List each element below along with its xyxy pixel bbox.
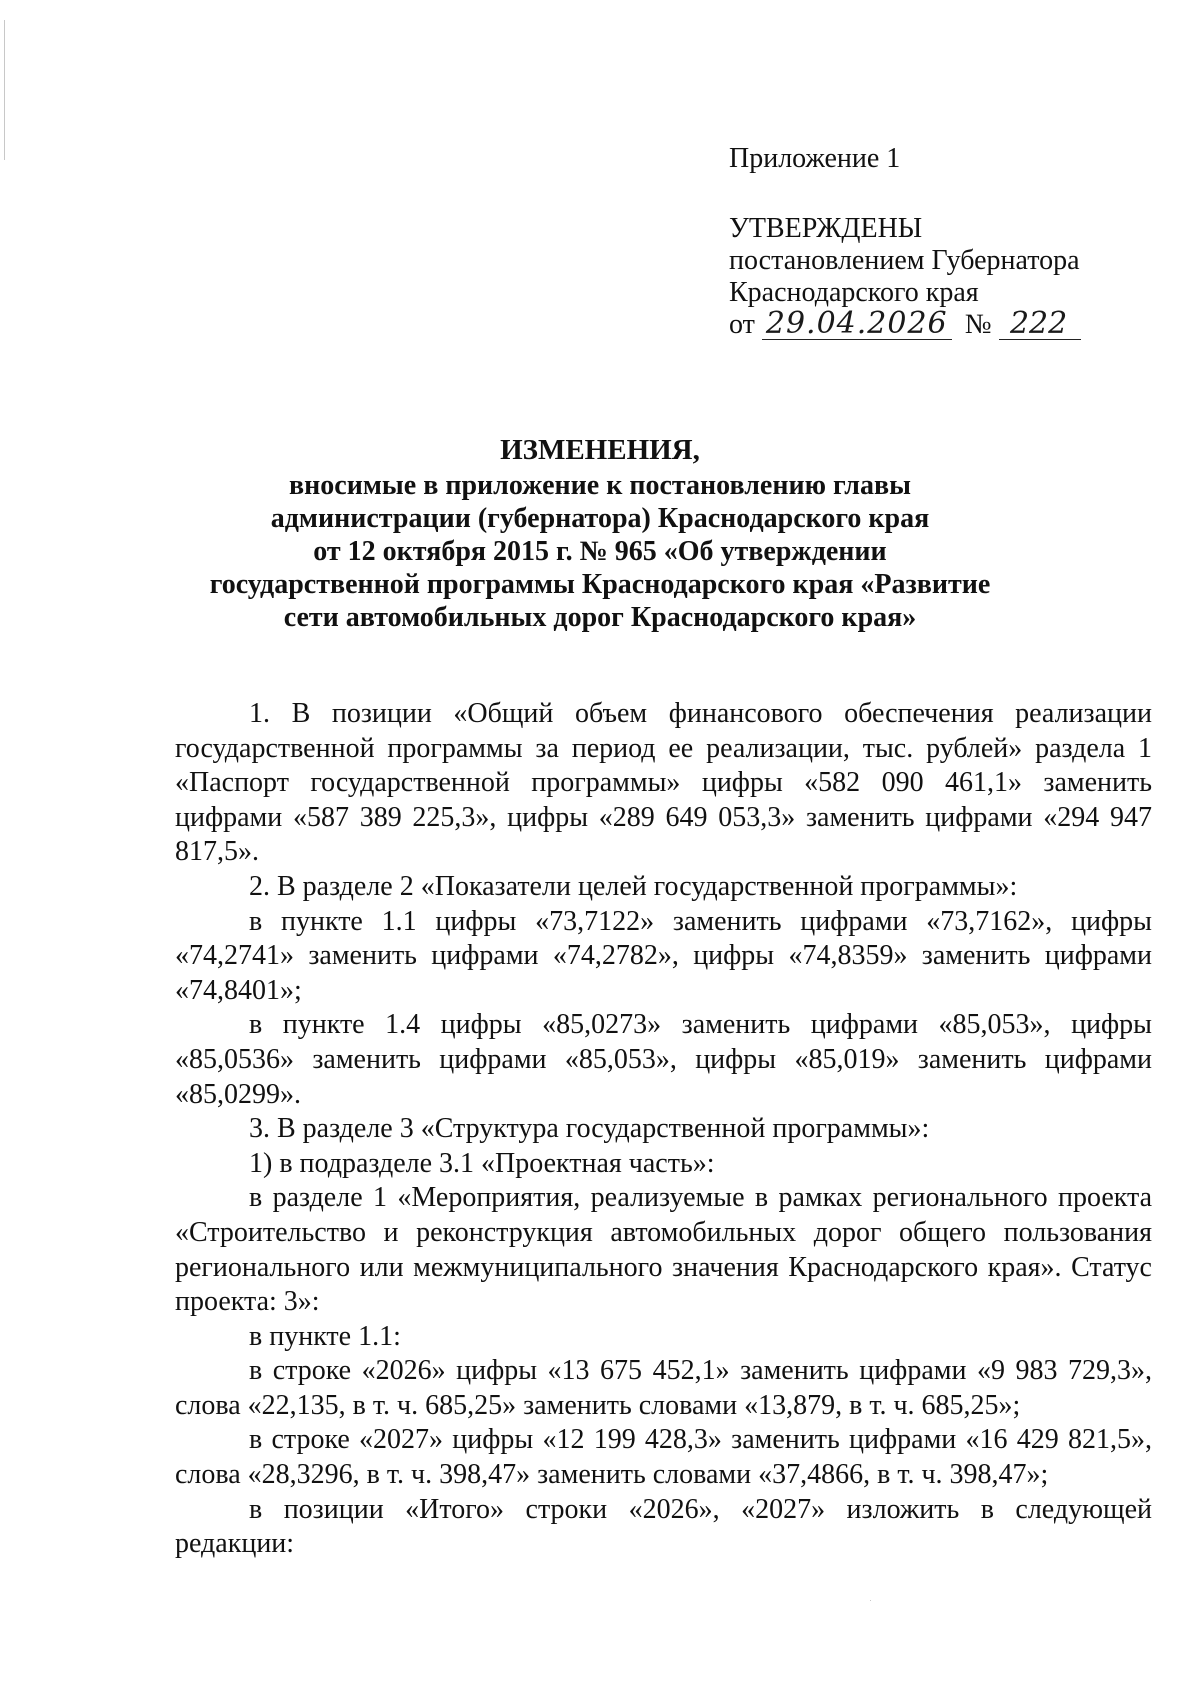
paragraph: в позиции «Итого» строки «2026», «2027» изложить в следующей редакции:: [175, 1493, 1152, 1560]
paragraph: в строке «2027» цифры «12 199 428,3» заменить цифрами «16 429 821,5», слова «28,3296, в т. ч. 398,47» заменить словами «37,4866, в т. ч. 398,47»;: [175, 1424, 1152, 1491]
paragraph: 1) в подразделе 3.1 «Проектная часть»:: [249, 1147, 715, 1179]
paragraph: 1. В позиции «Общий объем финансового обеспечения реализации государственной программы за период ее реализации, тыс. рублей» раздела 1 «Паспорт государственной программы» цифры «582 090 461,1» заменить цифрами «587 389 225,3», цифры «289 649 053,3» заменить цифрами «294 947 817,5».: [175, 698, 1152, 868]
scan-mark-bottom-right: [870, 1600, 871, 1601]
handwritten-number: 222: [999, 309, 1081, 340]
paragraph: в пункте 1.1:: [249, 1320, 401, 1352]
title-line: государственной программы Краснодарского края «Развитие: [209, 569, 991, 600]
handwritten-date: 29.04.2026: [762, 309, 952, 340]
approved-label: УТВЕРЖДЕНЫ: [729, 213, 923, 244]
paragraph: в строке «2026» цифры «13 675 452,1» заменить цифрами «9 983 729,3», слова «22,135, в т. ч. 685,25» заменить словами «13,879, в т. ч. 685,25»;: [175, 1355, 1152, 1421]
title-main: ИЗМЕНЕНИЯ,: [500, 434, 700, 466]
paragraph: 3. В разделе 3 «Структура государственной программы»:: [249, 1113, 930, 1145]
title-line: от 12 октября 2015 г. № 965 «Об утверждении: [313, 536, 887, 567]
approval-block: [729, 143, 1149, 341]
paragraph: в пункте 1.1 цифры «73,7122» заменить цифрами «73,7162», цифры «74,2741» заменить цифрами «74,2782», цифры «74,8359» заменить цифрами «74,8401»;: [175, 905, 1152, 1006]
approval-line-2: Краснодарского края: [729, 277, 979, 308]
document-body: [175, 697, 1152, 1562]
date-prefix: от: [729, 309, 755, 340]
number-prefix: №: [964, 309, 992, 340]
title-line: сети автомобильных дорог Краснодарского края»: [283, 602, 917, 633]
document-title: [170, 434, 1030, 634]
scan-mark-left: [4, 20, 5, 160]
approval-line-1: постановлением Губернатора: [729, 245, 1080, 276]
title-line: вносимые в приложение к постановлению главы: [289, 470, 911, 501]
paragraph: 2. В разделе 2 «Показатели целей государственной программы»:: [249, 870, 1018, 902]
title-line: администрации (губернатора) Краснодарского края: [270, 503, 930, 534]
approval-date-line: [729, 306, 1149, 341]
paragraph: в пункте 1.4 цифры «85,0273» заменить цифрами «85,053», цифры «85,0536» заменить цифрами «85,053», цифры «85,019» заменить цифрами «85,0299».: [175, 1009, 1152, 1110]
paragraph: в разделе 1 «Мероприятия, реализуемые в рамках регионального проекта «Строительство и реконструкция автомобильных дорог общего пользования регионального или межмуниципального значения Краснодарского края». Статус проекта: 3»:: [175, 1182, 1152, 1318]
appendix-label: Приложение 1: [729, 143, 901, 174]
